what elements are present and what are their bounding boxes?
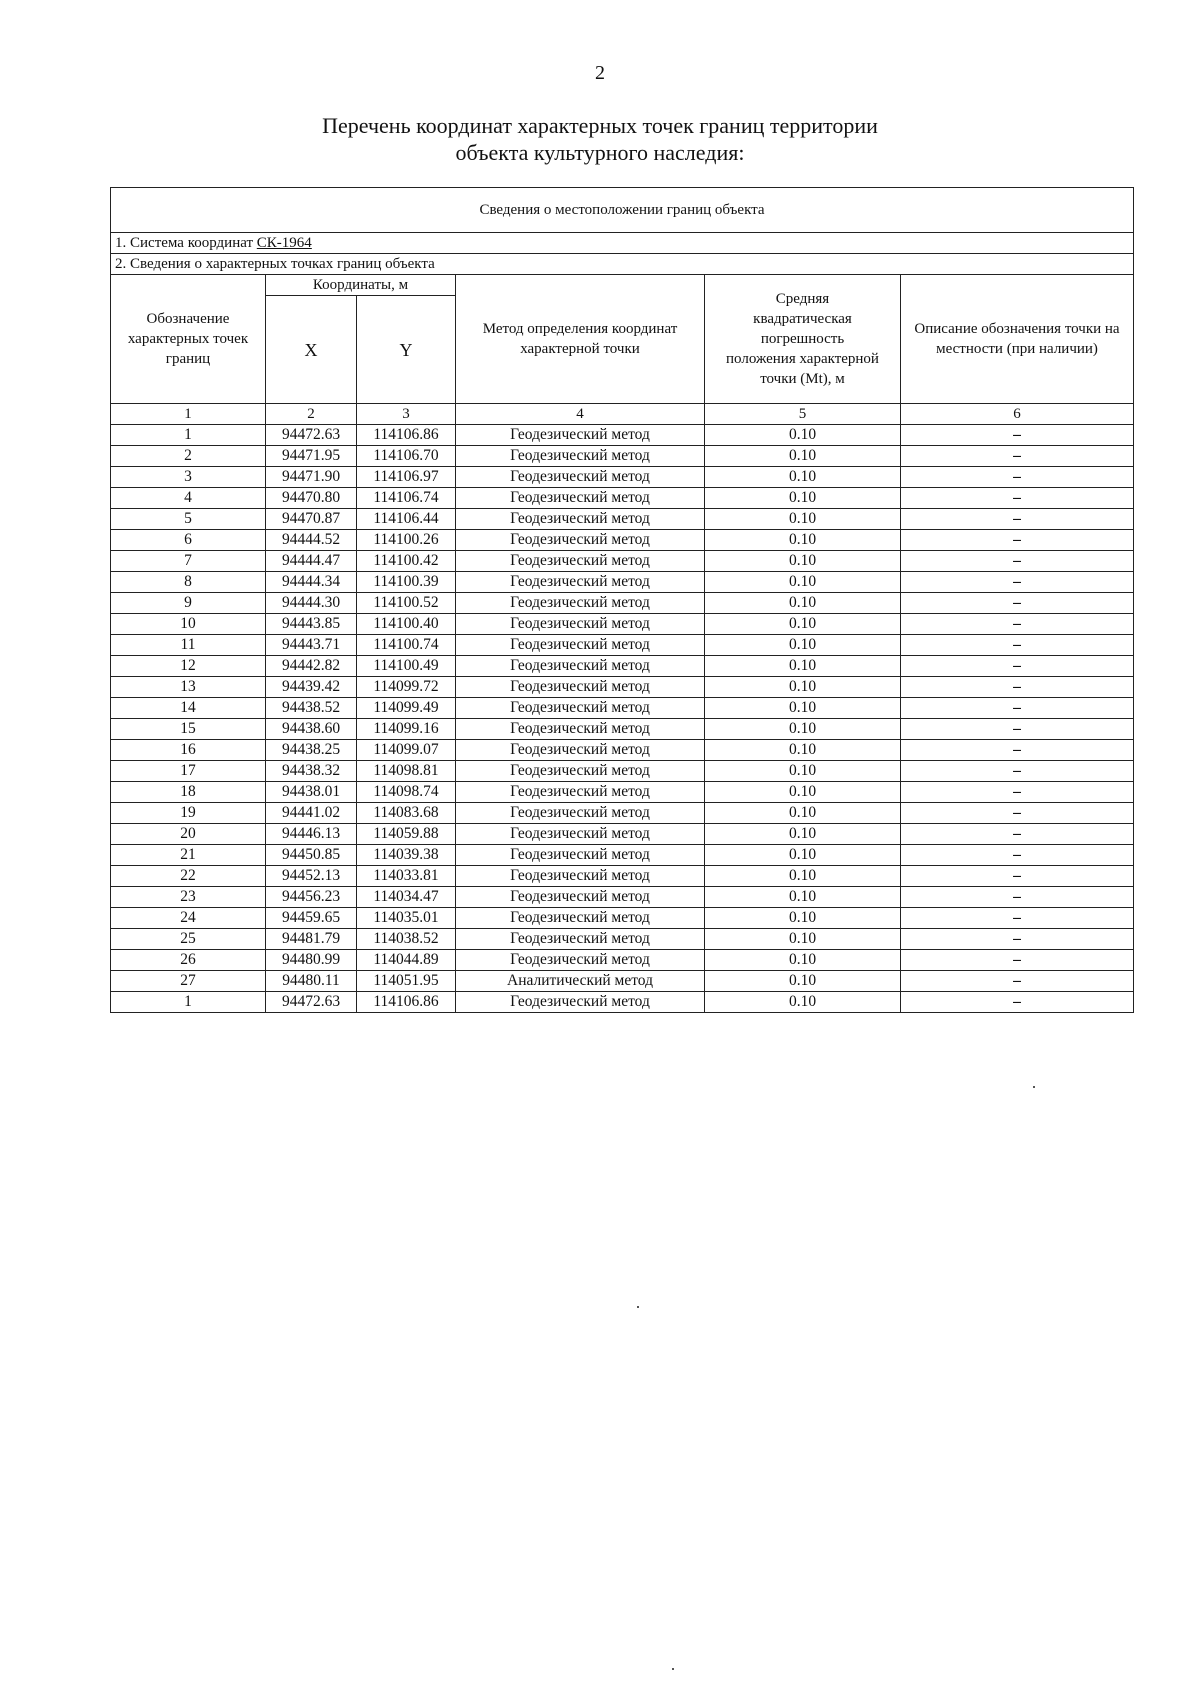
point-id-cell: 1 (111, 425, 266, 446)
description-cell: – (901, 572, 1134, 593)
x-coordinate-cell: 94471.90 (266, 467, 357, 488)
x-coordinate-cell: 94480.99 (266, 950, 357, 971)
accuracy-cell: 0.10 (705, 530, 901, 551)
y-coordinate-cell: 114038.52 (357, 929, 456, 950)
y-coordinate-cell: 114099.07 (357, 740, 456, 761)
x-coordinate-cell: 94442.82 (266, 656, 357, 677)
page-number: 2 (595, 62, 605, 84)
description-cell: – (901, 467, 1134, 488)
title-line-2: объекта культурного наследия: (455, 140, 745, 165)
accuracy-cell: 0.10 (705, 635, 901, 656)
y-coordinate-cell: 114106.86 (357, 425, 456, 446)
y-coordinate-cell: 114035.01 (357, 908, 456, 929)
x-coordinate-cell: 94480.11 (266, 971, 357, 992)
method-cell: Геодезический метод (456, 530, 705, 551)
point-id-cell: 16 (111, 740, 266, 761)
accuracy-cell: 0.10 (705, 992, 901, 1013)
x-coordinate-cell: 94443.85 (266, 614, 357, 635)
description-cell: – (901, 656, 1134, 677)
table-caption: Сведения о местоположении границ объекта (111, 188, 1134, 233)
header-description: Описание обозначения точки на местности (при наличии) (901, 275, 1134, 404)
table-row (111, 425, 1134, 446)
table-row (111, 887, 1134, 908)
description-cell: – (901, 929, 1134, 950)
method-cell: Геодезический метод (456, 446, 705, 467)
method-cell: Геодезический метод (456, 488, 705, 509)
table-row (111, 908, 1134, 929)
description-cell: – (901, 719, 1134, 740)
method-cell: Геодезический метод (456, 929, 705, 950)
scan-speck (1033, 1086, 1035, 1088)
accuracy-cell: 0.10 (705, 866, 901, 887)
y-coordinate-cell: 114106.70 (357, 446, 456, 467)
accuracy-cell: 0.10 (705, 467, 901, 488)
x-coordinate-cell: 94444.47 (266, 551, 357, 572)
y-coordinate-cell: 114034.47 (357, 887, 456, 908)
method-cell: Геодезический метод (456, 467, 705, 488)
table-row (111, 992, 1134, 1013)
description-cell: – (901, 530, 1134, 551)
table-row (111, 845, 1134, 866)
accuracy-cell: 0.10 (705, 971, 901, 992)
table-row (111, 530, 1134, 551)
method-cell: Геодезический метод (456, 803, 705, 824)
description-cell: – (901, 488, 1134, 509)
description-cell: – (901, 782, 1134, 803)
method-cell: Аналитический метод (456, 971, 705, 992)
accuracy-cell: 0.10 (705, 740, 901, 761)
y-coordinate-cell: 114059.88 (357, 824, 456, 845)
table-row (111, 551, 1134, 572)
x-coordinate-cell: 94470.80 (266, 488, 357, 509)
x-coordinate-cell: 94438.32 (266, 761, 357, 782)
point-id-cell: 2 (111, 446, 266, 467)
point-id-cell: 8 (111, 572, 266, 593)
description-cell: – (901, 593, 1134, 614)
y-coordinate-cell: 114098.74 (357, 782, 456, 803)
point-id-cell: 22 (111, 866, 266, 887)
description-cell: – (901, 824, 1134, 845)
accuracy-cell: 0.10 (705, 782, 901, 803)
point-id-cell: 25 (111, 929, 266, 950)
description-cell: – (901, 803, 1134, 824)
description-cell: – (901, 698, 1134, 719)
table-row (111, 593, 1134, 614)
table-row (111, 677, 1134, 698)
description-cell: – (901, 740, 1134, 761)
y-coordinate-cell: 114099.16 (357, 719, 456, 740)
x-coordinate-cell: 94444.34 (266, 572, 357, 593)
table-row (111, 866, 1134, 887)
table-row (111, 467, 1134, 488)
table-row (111, 824, 1134, 845)
method-cell: Геодезический метод (456, 425, 705, 446)
point-id-cell: 15 (111, 719, 266, 740)
point-id-cell: 20 (111, 824, 266, 845)
page-title (0, 112, 1200, 166)
column-numbers-row (111, 404, 1134, 425)
x-coordinate-cell: 94438.52 (266, 698, 357, 719)
point-id-cell: 14 (111, 698, 266, 719)
accuracy-cell: 0.10 (705, 446, 901, 467)
method-cell: Геодезический метод (456, 887, 705, 908)
header-x: X (266, 296, 357, 404)
method-cell: Геодезический метод (456, 635, 705, 656)
description-cell: – (901, 866, 1134, 887)
accuracy-cell: 0.10 (705, 593, 901, 614)
x-coordinate-cell: 94456.23 (266, 887, 357, 908)
y-coordinate-cell: 114106.74 (357, 488, 456, 509)
column-number: 2 (266, 404, 357, 425)
point-id-cell: 12 (111, 656, 266, 677)
table-row (111, 761, 1134, 782)
method-cell: Геодезический метод (456, 593, 705, 614)
x-coordinate-cell: 94441.02 (266, 803, 357, 824)
method-cell: Геодезический метод (456, 614, 705, 635)
table-row (111, 950, 1134, 971)
accuracy-cell: 0.10 (705, 845, 901, 866)
x-coordinate-cell: 94472.63 (266, 992, 357, 1013)
point-id-cell: 10 (111, 614, 266, 635)
description-cell: – (901, 761, 1134, 782)
description-cell: – (901, 425, 1134, 446)
table-row (111, 635, 1134, 656)
accuracy-cell: 0.10 (705, 824, 901, 845)
x-coordinate-cell: 94443.71 (266, 635, 357, 656)
y-coordinate-cell: 114106.86 (357, 992, 456, 1013)
description-cell: – (901, 887, 1134, 908)
point-id-cell: 7 (111, 551, 266, 572)
method-cell: Геодезический метод (456, 908, 705, 929)
section-2-label: 2. Сведения о характерных точках границ объекта (111, 254, 1134, 275)
y-coordinate-cell: 114099.72 (357, 677, 456, 698)
x-coordinate-cell: 94472.63 (266, 425, 357, 446)
y-coordinate-cell: 114099.49 (357, 698, 456, 719)
point-id-cell: 6 (111, 530, 266, 551)
header-designation: Обозначение характерных точек границ (111, 275, 266, 404)
y-coordinate-cell: 114100.40 (357, 614, 456, 635)
table-row (111, 698, 1134, 719)
header-row-1 (111, 275, 1134, 296)
accuracy-cell: 0.10 (705, 677, 901, 698)
column-number: 6 (901, 404, 1134, 425)
accuracy-cell: 0.10 (705, 719, 901, 740)
method-cell: Геодезический метод (456, 782, 705, 803)
x-coordinate-cell: 94444.52 (266, 530, 357, 551)
y-coordinate-cell: 114044.89 (357, 950, 456, 971)
table-row (111, 488, 1134, 509)
method-cell: Геодезический метод (456, 992, 705, 1013)
table-row (111, 719, 1134, 740)
table-row (111, 782, 1134, 803)
table-row (111, 572, 1134, 593)
table-row (111, 656, 1134, 677)
coordinates-table (110, 187, 1134, 1013)
method-cell: Геодезический метод (456, 761, 705, 782)
y-coordinate-cell: 114106.97 (357, 467, 456, 488)
section-2-row (111, 254, 1134, 275)
method-cell: Геодезический метод (456, 866, 705, 887)
table-row (111, 929, 1134, 950)
point-id-cell: 21 (111, 845, 266, 866)
method-cell: Геодезический метод (456, 677, 705, 698)
y-coordinate-cell: 114100.52 (357, 593, 456, 614)
table-row (111, 971, 1134, 992)
accuracy-cell: 0.10 (705, 950, 901, 971)
description-cell: – (901, 677, 1134, 698)
accuracy-cell: 0.10 (705, 908, 901, 929)
x-coordinate-cell: 94459.65 (266, 908, 357, 929)
header-accuracy: Средняя квадратическая погрешность положения характерной точки (Mt), м (705, 275, 901, 404)
y-coordinate-cell: 114100.49 (357, 656, 456, 677)
accuracy-cell: 0.10 (705, 551, 901, 572)
point-id-cell: 26 (111, 950, 266, 971)
point-id-cell: 1 (111, 992, 266, 1013)
x-coordinate-cell: 94452.13 (266, 866, 357, 887)
point-id-cell: 27 (111, 971, 266, 992)
point-id-cell: 9 (111, 593, 266, 614)
table-row (111, 614, 1134, 635)
coordinates-table-container (110, 187, 1133, 1013)
method-cell: Геодезический метод (456, 572, 705, 593)
point-id-cell: 5 (111, 509, 266, 530)
method-cell: Геодезический метод (456, 698, 705, 719)
x-coordinate-cell: 94450.85 (266, 845, 357, 866)
x-coordinate-cell: 94438.01 (266, 782, 357, 803)
x-coordinate-cell: 94438.25 (266, 740, 357, 761)
x-coordinate-cell: 94470.87 (266, 509, 357, 530)
description-cell: – (901, 551, 1134, 572)
coordinate-system (111, 233, 1134, 254)
coordinate-system-value: СК-1964 (256, 235, 312, 251)
y-coordinate-cell: 114100.74 (357, 635, 456, 656)
table-row (111, 803, 1134, 824)
accuracy-cell: 0.10 (705, 887, 901, 908)
point-id-cell: 3 (111, 467, 266, 488)
table-caption-row (111, 188, 1134, 233)
description-cell: – (901, 635, 1134, 656)
y-coordinate-cell: 114051.95 (357, 971, 456, 992)
description-cell: – (901, 509, 1134, 530)
x-coordinate-cell: 94446.13 (266, 824, 357, 845)
method-cell: Геодезический метод (456, 719, 705, 740)
description-cell: – (901, 950, 1134, 971)
x-coordinate-cell: 94439.42 (266, 677, 357, 698)
header-method: Метод определения координат характерной точки (456, 275, 705, 404)
header-coordinates: Координаты, м (266, 275, 456, 296)
description-cell: – (901, 992, 1134, 1013)
column-number: 3 (357, 404, 456, 425)
accuracy-cell: 0.10 (705, 761, 901, 782)
accuracy-cell: 0.10 (705, 488, 901, 509)
y-coordinate-cell: 114100.39 (357, 572, 456, 593)
title-line-1: Перечень координат характерных точек границ территории (322, 113, 878, 138)
column-number: 5 (705, 404, 901, 425)
table-row (111, 740, 1134, 761)
description-cell: – (901, 908, 1134, 929)
column-number: 4 (456, 404, 705, 425)
point-id-cell: 13 (111, 677, 266, 698)
method-cell: Геодезический метод (456, 509, 705, 530)
description-cell: – (901, 971, 1134, 992)
y-coordinate-cell: 114098.81 (357, 761, 456, 782)
table-row (111, 509, 1134, 530)
method-cell: Геодезический метод (456, 824, 705, 845)
x-coordinate-cell: 94481.79 (266, 929, 357, 950)
accuracy-cell: 0.10 (705, 509, 901, 530)
point-id-cell: 11 (111, 635, 266, 656)
accuracy-cell: 0.10 (705, 572, 901, 593)
accuracy-cell: 0.10 (705, 929, 901, 950)
scan-speck (672, 1668, 674, 1670)
point-id-cell: 4 (111, 488, 266, 509)
accuracy-cell: 0.10 (705, 698, 901, 719)
y-coordinate-cell: 114106.44 (357, 509, 456, 530)
description-cell: – (901, 446, 1134, 467)
accuracy-cell: 0.10 (705, 656, 901, 677)
accuracy-cell: 0.10 (705, 803, 901, 824)
table-row (111, 446, 1134, 467)
x-coordinate-cell: 94444.30 (266, 593, 357, 614)
point-id-cell: 23 (111, 887, 266, 908)
x-coordinate-cell: 94471.95 (266, 446, 357, 467)
method-cell: Геодезический метод (456, 950, 705, 971)
y-coordinate-cell: 114100.26 (357, 530, 456, 551)
accuracy-cell: 0.10 (705, 614, 901, 635)
point-id-cell: 17 (111, 761, 266, 782)
method-cell: Геодезический метод (456, 656, 705, 677)
scan-speck (637, 1306, 639, 1308)
method-cell: Геодезический метод (456, 740, 705, 761)
point-id-cell: 18 (111, 782, 266, 803)
point-id-cell: 24 (111, 908, 266, 929)
y-coordinate-cell: 114100.42 (357, 551, 456, 572)
y-coordinate-cell: 114033.81 (357, 866, 456, 887)
y-coordinate-cell: 114083.68 (357, 803, 456, 824)
column-number: 1 (111, 404, 266, 425)
header-y: Y (357, 296, 456, 404)
coordinate-system-label: 1. Система координат (115, 235, 257, 251)
method-cell: Геодезический метод (456, 551, 705, 572)
x-coordinate-cell: 94438.60 (266, 719, 357, 740)
coordinate-system-row (111, 233, 1134, 254)
method-cell: Геодезический метод (456, 845, 705, 866)
accuracy-cell: 0.10 (705, 425, 901, 446)
y-coordinate-cell: 114039.38 (357, 845, 456, 866)
description-cell: – (901, 845, 1134, 866)
description-cell: – (901, 614, 1134, 635)
point-id-cell: 19 (111, 803, 266, 824)
